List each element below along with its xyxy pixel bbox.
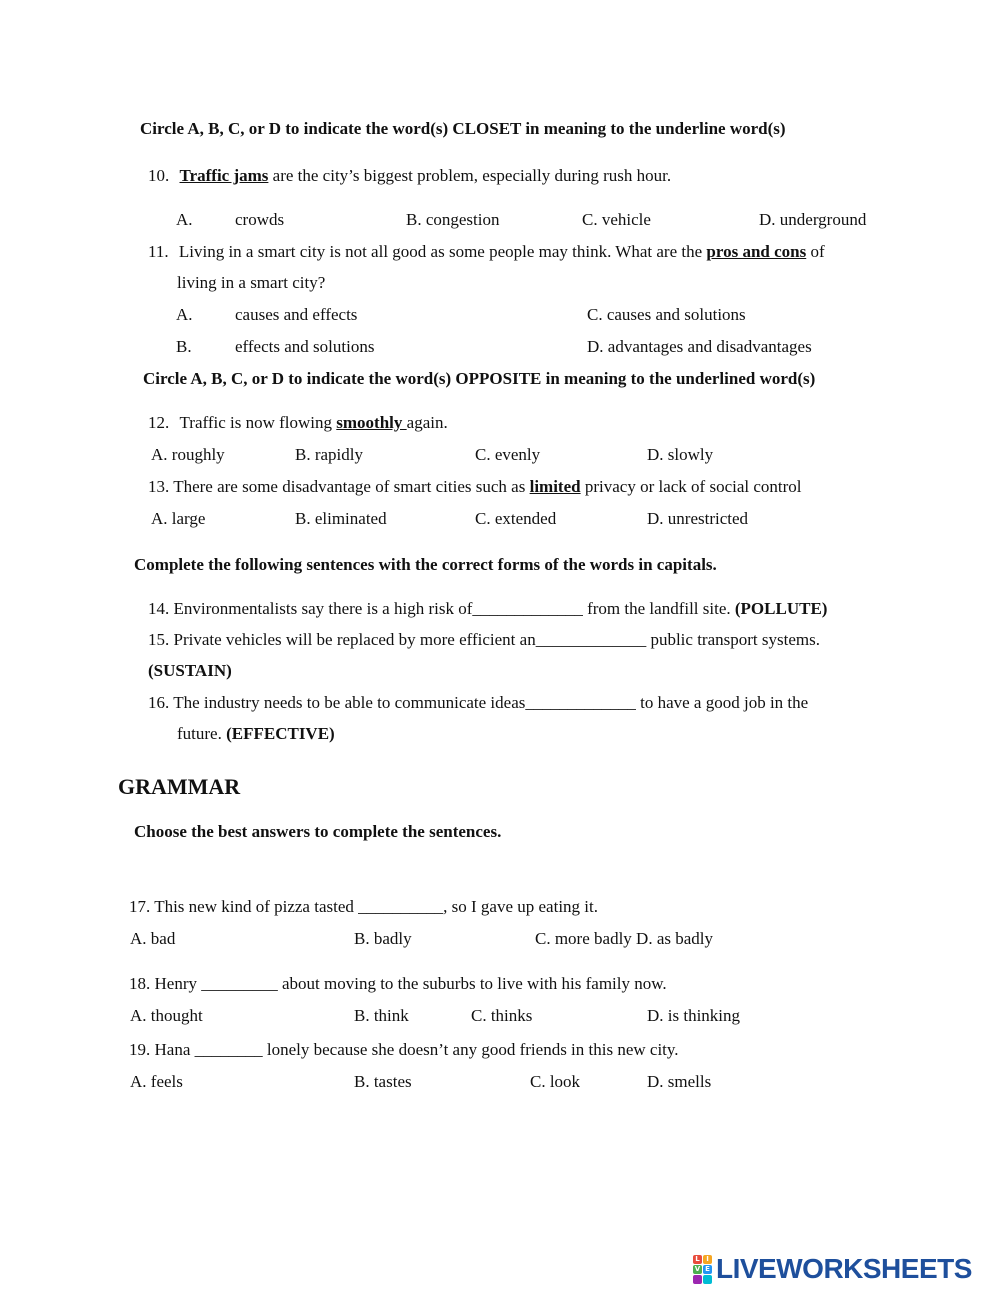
opposite-instruction: Circle A, B, C, or D to indicate the word(s) OPPOSITE in meaning to the underlined word(s): [143, 369, 816, 388]
underlined-word: pros and cons: [706, 242, 807, 261]
q10-option-a-letter[interactable]: A.: [176, 210, 193, 229]
question-15: 15. Private vehicles will be replaced by more efficient an_____________ public transport systems.: [148, 630, 820, 649]
question-text: future.: [177, 724, 227, 743]
question-number: 11.: [148, 242, 169, 261]
question-text-end: privacy or lack of social control: [580, 477, 802, 496]
question-text: are the city’s biggest problem, especially during rush hour.: [268, 166, 672, 185]
capital-word: (EFFECTIVE): [226, 724, 335, 743]
q12-option-d[interactable]: D. slowly: [647, 445, 714, 464]
q12-option-b[interactable]: B. rapidly: [295, 445, 363, 464]
q17-option-a[interactable]: A. bad: [130, 929, 176, 948]
question-17: 17. This new kind of pizza tasted __________, so I gave up eating it.: [129, 897, 598, 916]
question-text: Living in a smart city is not all good as some people may think. What are the: [178, 242, 707, 261]
q18-option-d[interactable]: D. is thinking: [647, 1006, 741, 1025]
q13-option-b[interactable]: B. eliminated: [295, 509, 387, 528]
q18-option-c[interactable]: C. thinks: [471, 1006, 533, 1025]
logo-block: E: [703, 1265, 712, 1274]
q19-option-d[interactable]: D. smells: [647, 1072, 712, 1091]
question-16-line2: [177, 724, 335, 744]
underlined-word: limited: [529, 477, 581, 496]
q19-option-c[interactable]: C. look: [530, 1072, 581, 1091]
grammar-instruction: Choose the best answers to complete the sentences.: [134, 822, 502, 841]
question-18: 18. Henry _________ about moving to the suburbs to live with his family now.: [129, 974, 667, 993]
q17-option-cd[interactable]: C. more badly D. as badly: [535, 929, 713, 948]
question-19: 19. Hana ________ lonely because she doesn’t any good friends in this new city.: [129, 1040, 679, 1059]
q10-option-d[interactable]: D. underground: [759, 210, 867, 229]
question-11-line2: living in a smart city?: [177, 273, 326, 292]
logo-block: I: [703, 1255, 712, 1264]
q13-option-a[interactable]: A. large: [151, 509, 206, 528]
question-number: 10.: [148, 166, 170, 185]
q10-option-c[interactable]: C. vehicle: [582, 210, 651, 229]
question-12: [148, 413, 448, 433]
logo-block: [693, 1275, 702, 1284]
q11-option-b-letter[interactable]: B.: [176, 337, 192, 356]
q17-option-b[interactable]: B. badly: [354, 929, 412, 948]
question-text-end: again.: [406, 413, 448, 432]
q12-option-c[interactable]: C. evenly: [475, 445, 541, 464]
q19-option-a[interactable]: A. feels: [130, 1072, 183, 1091]
question-number: 12.: [148, 413, 170, 432]
capital-word: (SUSTAIN): [148, 661, 232, 680]
q10-option-b[interactable]: B. congestion: [406, 210, 500, 229]
q13-option-c[interactable]: C. extended: [475, 509, 557, 528]
q10-option-a[interactable]: crowds: [235, 210, 285, 229]
question-10: [148, 166, 671, 186]
logo-block: L: [693, 1255, 702, 1264]
question-text: 14. Environmentalists say there is a high risk of_____________ from the landfill site.: [148, 599, 735, 618]
word-form-instruction: Complete the following sentences with the correct forms of the words in capitals.: [134, 555, 717, 574]
question-14: [148, 599, 827, 619]
q11-option-a-letter[interactable]: A.: [176, 305, 193, 324]
grammar-heading: GRAMMAR: [118, 774, 241, 799]
q18-option-b[interactable]: B. think: [354, 1006, 409, 1025]
logo-block: [703, 1275, 712, 1284]
question-text-end: of: [806, 242, 825, 261]
q18-option-a[interactable]: A. thought: [130, 1006, 203, 1025]
underlined-word: Traffic jams: [179, 166, 269, 185]
liveworksheets-logo: [693, 1254, 972, 1284]
question-16: 16. The industry needs to be able to communicate ideas_____________ to have a good job in the: [148, 693, 809, 712]
question-text: Traffic is now flowing: [179, 413, 337, 432]
question-13: [148, 477, 802, 497]
logo-blocks-icon: [693, 1255, 712, 1284]
q11-option-d[interactable]: D. advantages and disadvantages: [587, 337, 812, 356]
q11-option-b[interactable]: effects and solutions: [235, 337, 375, 356]
closest-instruction: Circle A, B, C, or D to indicate the word(s) CLOSET in meaning to the underline word(s): [140, 119, 786, 138]
question-11: [148, 242, 825, 262]
capital-word: (POLLUTE): [734, 599, 828, 618]
logo-text: LIVEWORKSHEETS: [716, 1253, 972, 1284]
logo-block: V: [694, 1264, 701, 1273]
q19-option-b[interactable]: B. tastes: [354, 1072, 412, 1091]
question-text: 13. There are some disadvantage of smart cities such as: [148, 477, 530, 496]
q12-option-a[interactable]: A. roughly: [151, 445, 225, 464]
underlined-word: smoothly: [336, 413, 407, 432]
q11-option-c[interactable]: C. causes and solutions: [587, 305, 746, 324]
q13-option-d[interactable]: D. unrestricted: [647, 509, 749, 528]
q11-option-a[interactable]: causes and effects: [235, 305, 358, 324]
